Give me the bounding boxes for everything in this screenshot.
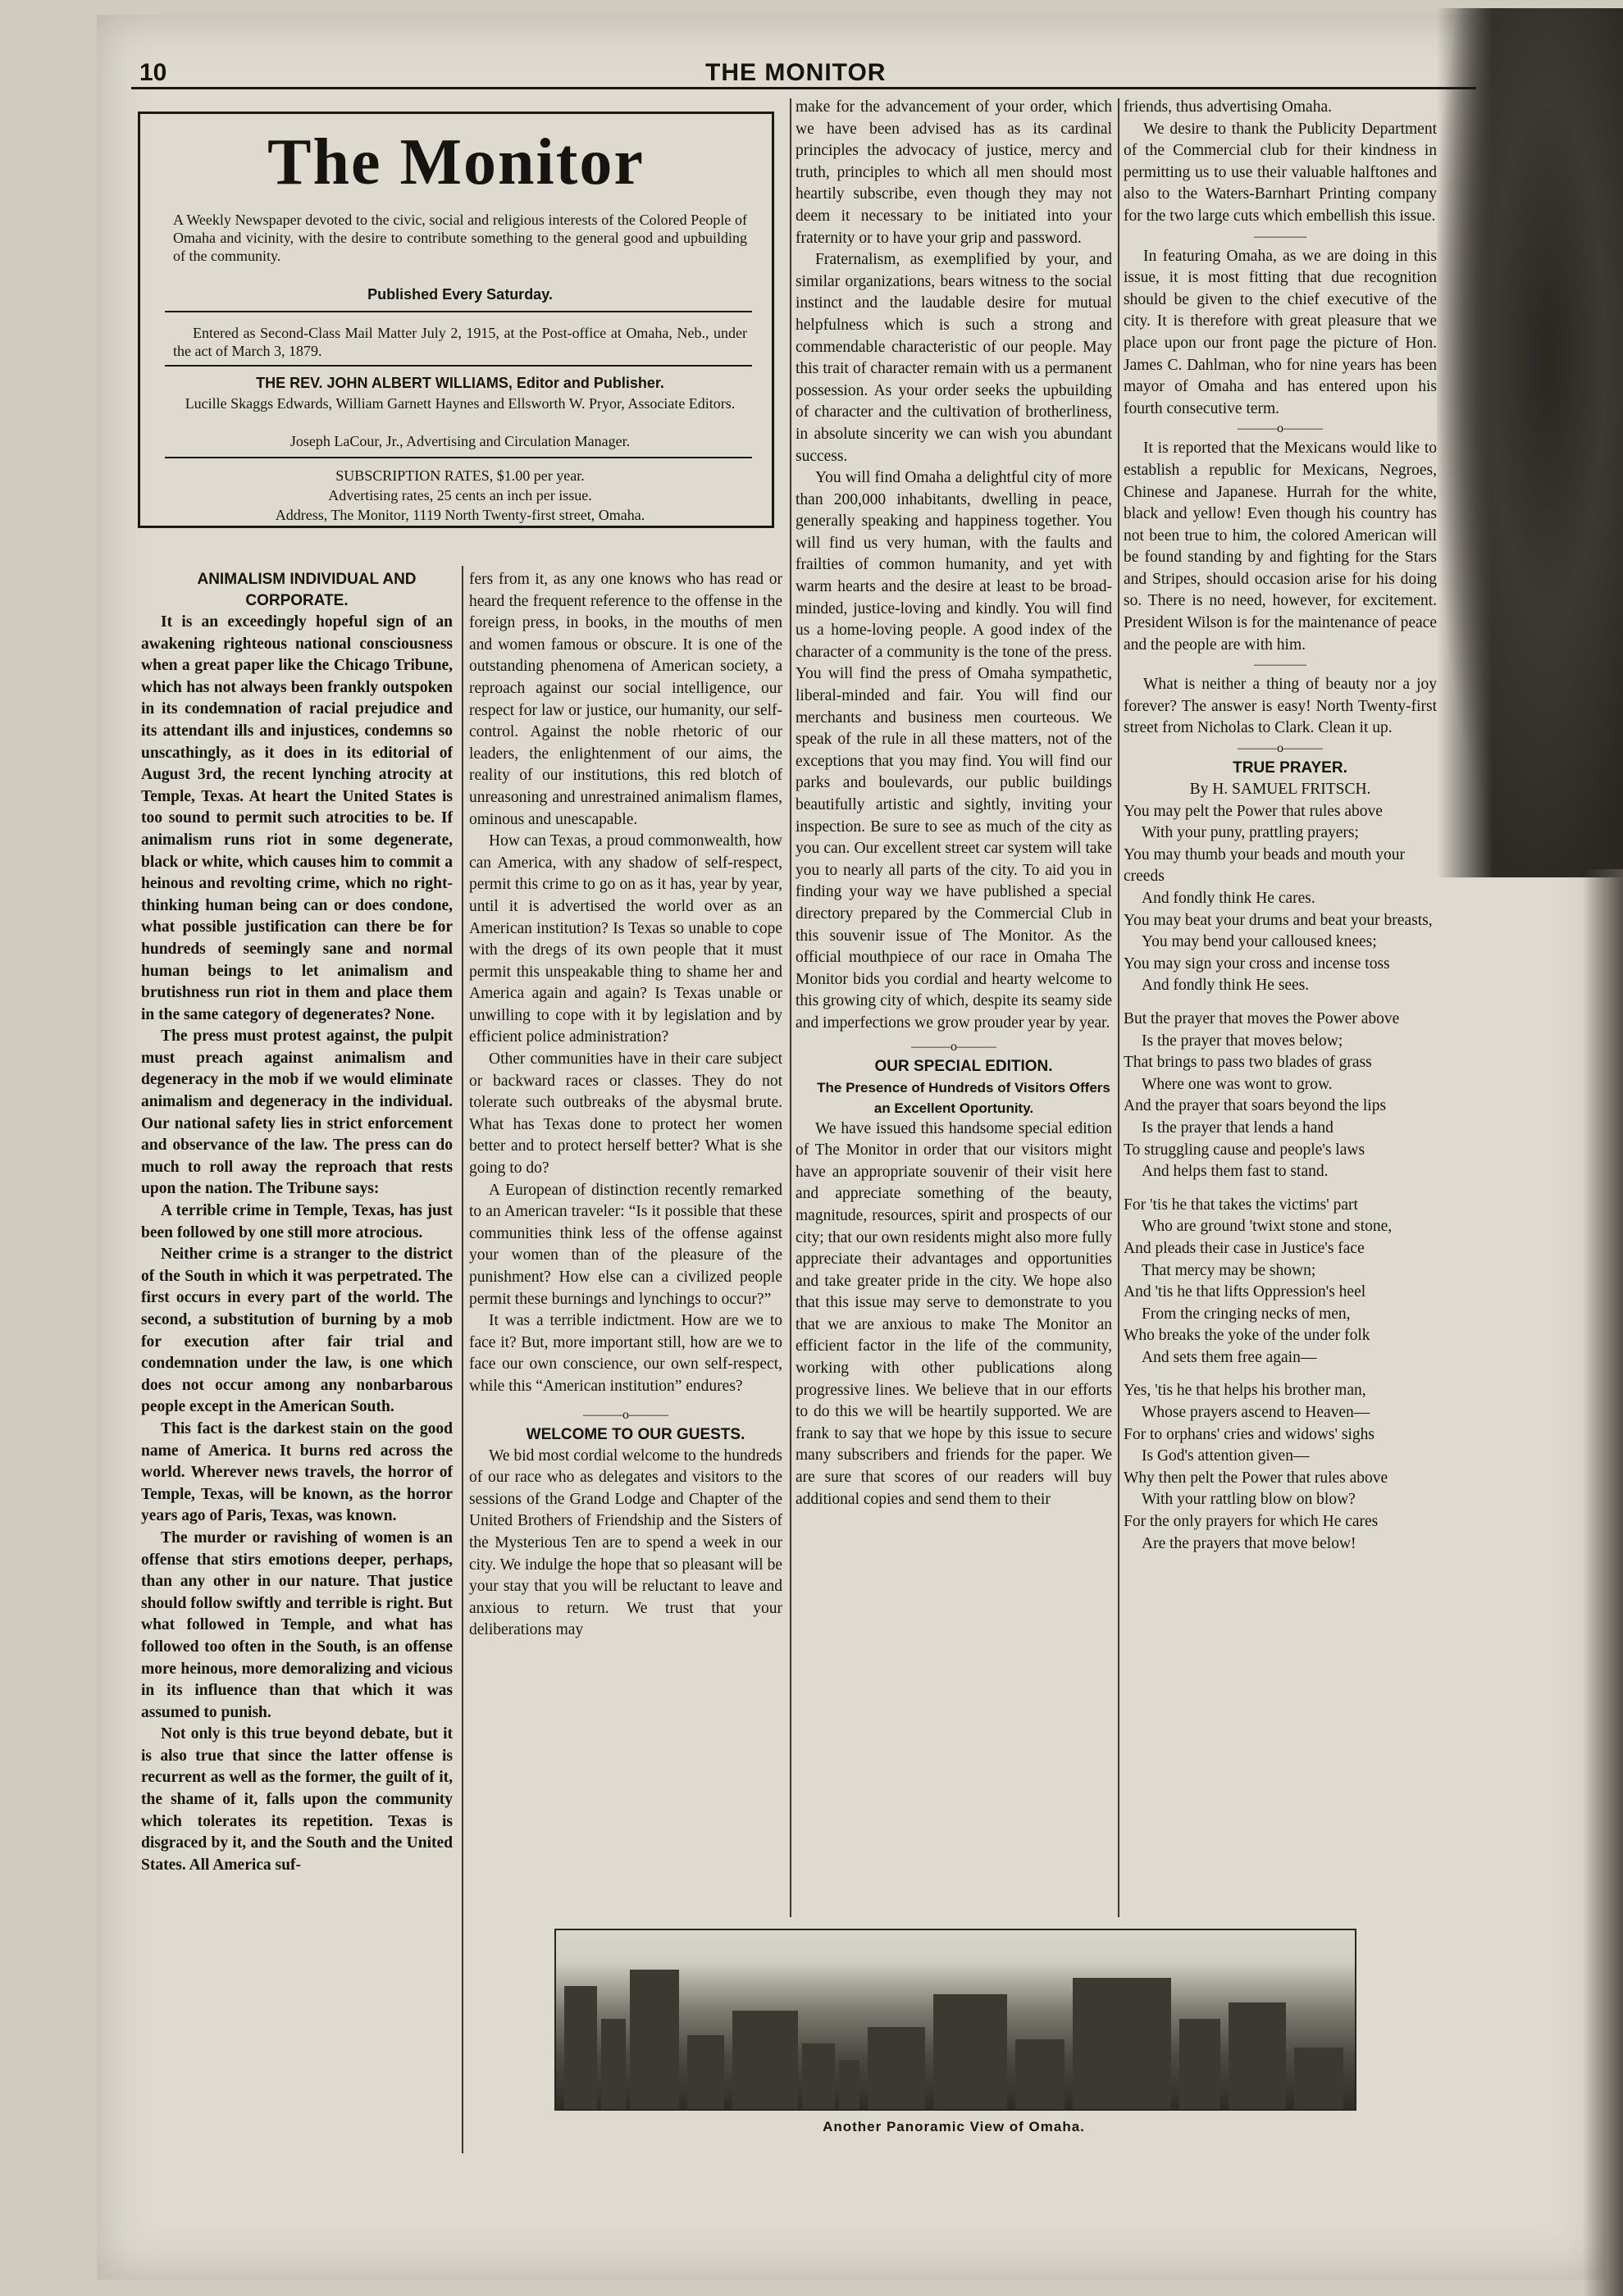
scan-shadow bbox=[1437, 8, 1623, 877]
quote-paragraph: Not only is this true beyond debate, but it is also true that since the latter offense is recurrent as well as the former, the guilt of it, the shame of it, falls upon the community which tolerates its repetition. Texas is disgraced by it, and the South and the United States. All America suf- bbox=[141, 1725, 453, 1874]
article-subheading: The Presence of Hundreds of Visitors Offers an Excellent Oportunity. bbox=[817, 1079, 1110, 1116]
paragraph: fers from it, as any one knows who has read or heard the frequent reference to the offense in the foreign press, in books, in the mouths of men and women famous or obscure. It is one of the outstanding phenomena of American society, a reproach against our social intelligence, our respect for law or justice, our humanity, our self-control. Against the noble rhetoric of our leaders, the enlightenment of our aims, the reality of our institutions, this red blotch of unreasoning and unrestrained animalism flames, ominous and unescapable. bbox=[469, 571, 782, 828]
poem-line: Whose prayers ascend to Heaven— bbox=[1142, 1404, 1370, 1422]
paragraph: How can Texas, a proud commonwealth, how can America, with any shadow of self-respect, permit this crime to go on as it has, year by year, until it is advertised the world over as an American institution? Is Texas so unable to cope with the dregs of its own people that it must permit this unspeakable thing to shame her and America again and again? Is Texas unable or unwilling to cope with it by legislation and by efficient police administration? bbox=[469, 832, 782, 1046]
building-silhouette bbox=[1073, 1978, 1171, 2109]
separator: ———o——— bbox=[1238, 421, 1323, 436]
article-animalism-col1 bbox=[141, 569, 453, 1876]
masthead-subscription: SUBSCRIPTION RATES, $1.00 per year. bbox=[335, 467, 585, 484]
poem-line: And pleads their case in Justice's face bbox=[1124, 1239, 1365, 1257]
separator: ———— bbox=[1254, 658, 1306, 672]
paragraph: Other communities have in their care subject or backward races or classes. They do not tolerate such outbreaks of the abysmal brute. What has Texas done to protect her women better and to protect herself better? What is she going to do? bbox=[469, 1050, 782, 1178]
column-rule bbox=[790, 98, 791, 1917]
poem-line: That mercy may be shown; bbox=[1142, 1261, 1316, 1279]
poem-line: And fondly think He cares. bbox=[1142, 890, 1315, 907]
poem-line: Is the prayer that lends a hand bbox=[1142, 1118, 1334, 1137]
paragraph: It is reported that the Mexicans would like to establish a republic for Mexicans, Negroes, Chinese and Japanese. Hurrah for the white, black and yellow! Even though his country has not been true to him, the colored American will be found standing by and fighting for the Stars and Stripes, should occasion arise for his doing so. There is no need, however, for excitement. President Wilson is for the maintenance of peace and the people are with him. bbox=[1124, 440, 1437, 654]
paragraph: make for the advancement of your order, which we have been advised has as its cardinal principles the advocacy of justice, mercy and truth, principles to which all men should most heartily subscribe, even though they may not deem it necessary to be initiated into your fraternity or to have your grip and password. bbox=[796, 98, 1112, 247]
building-silhouette bbox=[732, 2011, 798, 2109]
poem-line: And fondly think He sees. bbox=[1142, 977, 1310, 995]
poem-line: You may thumb your beads and mouth your creeds bbox=[1124, 845, 1406, 886]
page-number: 10 bbox=[139, 59, 167, 86]
quote-paragraph: This fact is the darkest stain on the good name of America. It burns red across the world. Wherever news travels, the horror of Temple, Texas, will be known, as the horror years ago of Paris, Texas, was known. bbox=[141, 1419, 453, 1525]
building-silhouette bbox=[630, 1970, 679, 2109]
poem-line: For 'tis he that takes the victims' part bbox=[1124, 1196, 1358, 1214]
building-silhouette bbox=[802, 2043, 835, 2109]
building-silhouette bbox=[1294, 2048, 1343, 2109]
quote-paragraph: The murder or ravishing of women is an offense that stirs emotions deeper, perhaps, than any other in our nature. That justice should follow swiftly and terrible is right. But what followed in Temple, and what has followed too often in the South, is an offense more heinous, more demoralizing and vicious in its influence than that which it was assumed to punish. bbox=[141, 1528, 453, 1721]
column-rule bbox=[462, 566, 463, 2153]
building-silhouette bbox=[839, 2060, 859, 2109]
poem-line: Where one was wont to grow. bbox=[1142, 1075, 1333, 1093]
omaha-panorama-photo bbox=[554, 1929, 1356, 2111]
poem-line: That brings to pass two blades of grass bbox=[1124, 1054, 1372, 1072]
poem-line: You may pelt the Power that rules above bbox=[1124, 802, 1383, 820]
paragraph: It was a terrible indictment. How are we to face it? But, more important still, how are we to face our own conscience, our own self-respect, while this “American institution” endures? bbox=[469, 1312, 782, 1395]
masthead-manager: Joseph LaCour, Jr., Advertising and Circulation Manager. bbox=[289, 433, 631, 449]
masthead-entry: Entered as Second-Class Mail Matter July 2, 1915, at the Post-office at Omaha, Neb., under the act of March 3, 1879. bbox=[173, 325, 747, 359]
poem-line: But the prayer that moves the Power above bbox=[1124, 1009, 1400, 1027]
poem-line: And sets them free again— bbox=[1142, 1348, 1317, 1366]
masthead-box bbox=[138, 112, 774, 528]
paragraph: What is neither a thing of beauty nor a joy forever? The answer is easy! North Twenty-first street from Nicholas to Clark. Clean it up. bbox=[1124, 676, 1437, 737]
column-rule bbox=[1118, 98, 1119, 1917]
scan-shadow-lower bbox=[1583, 869, 1623, 2296]
poem-line: Who are ground 'twixt stone and stone, bbox=[1142, 1218, 1393, 1236]
paragraph: Fraternalism, as exemplified by your, and similar organizations, bears witness to the social instinct and the laudable desire for mutual helpfulness which is such a strong and commendable characteristic of our people. May this trait of character remain with us a permanent possession. As your order seeks the upbuilding of character and the cultivation of brotherliness, in absolute sincerity we can wish you abundant success. bbox=[796, 251, 1112, 465]
poem-author: By H. SAMUEL FRITSCH. bbox=[1189, 781, 1371, 799]
poem-line: You may sign your cross and incense toss bbox=[1124, 954, 1390, 973]
separator: ———o——— bbox=[1238, 741, 1323, 756]
masthead-description: A Weekly Newspaper devoted to the civic, social and religious interests of the Colored People of Omaha and vicinity, with the desire to contribute something to the general good and upbuilding of the community. bbox=[173, 212, 747, 264]
article-welcome-col3 bbox=[796, 97, 1112, 1510]
building-silhouette bbox=[601, 2019, 626, 2109]
paragraph: A European of distinction recently remarked to an American traveler: “Is it possible that these communities think less of the offense against your women than of the pleasure of the punishment? How else can a civilized people permit these burnings and lynchings to occur?” bbox=[469, 1181, 782, 1308]
header-rule bbox=[131, 87, 1476, 89]
poem-line: With your puny, prattling prayers; bbox=[1142, 824, 1359, 842]
poem-line: You may beat your drums and beat your breasts, bbox=[1124, 911, 1433, 929]
poem-title: TRUE PRAYER. bbox=[1233, 759, 1347, 777]
building-silhouette bbox=[933, 1994, 1007, 2109]
paragraph: It is an exceedingly hopeful sign of an awakening righteous national consciousness when a great paper like the Chicago Tribune, which has not always been frankly outspoken in its condemnation of racial prejudice and its attendant ills and injustices, condemns so unscathingly, as it does in its editorial of August 3rd, the recent lynching atrocity at Temple, Texas. At heart the United States is too sound to permit such atrocities to be. If animalism runs riot in some degenerate, black or white, which causes him to commit a heinous and revolting crime, which no right-thinking human being can or does condone, what possible justification can there be for hundreds of seemingly sane and normal human beings to let animalism and brutishness run riot in them and place them in the same category of degenerates? None. bbox=[141, 613, 453, 1023]
masthead-rule bbox=[165, 365, 752, 367]
masthead-address: Address, The Monitor, 1119 North Twenty-first street, Omaha. bbox=[275, 507, 645, 523]
poem-line: Is the prayer that moves below; bbox=[1142, 1032, 1343, 1050]
poem-line: You may bend your calloused knees; bbox=[1142, 933, 1377, 951]
paragraph: We desire to thank the Publicity Department of the Commercial club for their kindness in permitting us to use their valuable halftones and also to the Waters-Barnhart Printing company for the two large cuts which embellish this issue. bbox=[1124, 120, 1437, 225]
poem-line: For the only prayers for which He cares bbox=[1124, 1513, 1379, 1531]
poem-line: And the prayer that soars beyond the lips bbox=[1124, 1097, 1387, 1115]
paragraph: In featuring Omaha, as we are doing in this issue, it is most fitting that due recognition should be given to the chief executive of the city. It is therefore with great pleasure that we place upon our front page the picture of Hon. James C. Dahlman, who for nine years has been mayor of Omaha and has entered upon his fourth consecutive term. bbox=[1124, 247, 1437, 417]
masthead-title: The Monitor bbox=[267, 126, 645, 198]
masthead-rule bbox=[165, 457, 752, 458]
separator: ———o——— bbox=[911, 1039, 996, 1054]
paragraph: friends, thus advertising Omaha. bbox=[1124, 98, 1332, 116]
article-heading: WELCOME TO OUR GUESTS. bbox=[526, 1425, 745, 1443]
poem-line: And helps them fast to stand. bbox=[1142, 1163, 1329, 1181]
poem-line: To struggling cause and people's laws bbox=[1124, 1141, 1365, 1159]
poem-line: With your rattling blow on blow? bbox=[1142, 1491, 1356, 1509]
building-silhouette bbox=[1179, 2019, 1220, 2109]
poem-line: Who breaks the yoke of the under folk bbox=[1124, 1327, 1370, 1345]
paragraph: We bid most cordial welcome to the hundreds of our race who as delegates and visitors to the sessions of the Grand Lodge and Chapter of the United Brothers of Friendship and the Sisters of the Mysterious Ten are to spend a week in our city. We indulge the hope that so pleasant will be your stay that you will be reluctant to leave and anxious to return. We trust that your deliberations may bbox=[469, 1446, 782, 1639]
running-title: THE MONITOR bbox=[705, 59, 887, 86]
masthead-published: Published Every Saturday. bbox=[367, 286, 553, 303]
article-heading: ANIMALISM INDIVIDUAL AND CORPORATE. bbox=[197, 571, 417, 609]
masthead-advertising: Advertising rates, 25 cents an inch per issue. bbox=[328, 487, 592, 503]
poem-line: Why then pelt the Power that rules above bbox=[1124, 1469, 1388, 1487]
poem-body bbox=[1124, 801, 1437, 1556]
poem-line: From the cringing necks of men, bbox=[1142, 1305, 1351, 1323]
article-heading: OUR SPECIAL EDITION. bbox=[874, 1057, 1053, 1075]
quote-paragraph: A terrible crime in Temple, Texas, has just been followed by one still more atrocious. bbox=[141, 1202, 453, 1241]
poem-line: For to orphans' cries and widows' sighs bbox=[1124, 1425, 1375, 1443]
masthead-rule bbox=[165, 311, 752, 312]
masthead-associates: Lucille Skaggs Edwards, William Garnett Haynes and Ellsworth W. Pryor, Associate Editors. bbox=[185, 395, 736, 412]
building-silhouette bbox=[564, 1986, 597, 2109]
building-silhouette bbox=[1229, 2002, 1286, 2109]
building-silhouette bbox=[1015, 2039, 1065, 2109]
poem-line: Is God's attention given— bbox=[1142, 1447, 1310, 1465]
building-silhouette bbox=[687, 2035, 724, 2109]
poem-line: And 'tis he that lifts Oppression's heel bbox=[1124, 1283, 1366, 1301]
separator: ———— bbox=[1254, 229, 1306, 244]
column-4 bbox=[1124, 97, 1437, 1555]
poem-line: Are the prayers that move below! bbox=[1142, 1534, 1356, 1552]
poem-line: Yes, 'tis he that helps his brother man, bbox=[1124, 1382, 1366, 1400]
photo-caption: Another Panoramic View of Omaha. bbox=[823, 2119, 1085, 2134]
masthead-editor: THE REV. JOHN ALBERT WILLIAMS, Editor and Publisher. bbox=[256, 375, 664, 391]
building-silhouette bbox=[868, 2027, 925, 2109]
paragraph: You will find Omaha a delightful city of more than 200,000 inhabitants, dwelling in peace, generally speaking and happiness together. You will find us very human, with the faults and frailties of common humanity, and yet with warm hearts and the desire at least to be broad-minded, justice-loving and kindly. You will find us a home-loving people. A good index of the character of a community is the tone of the press. You will find the press of Omaha sympathetic, liberal-minded and fair. You will find our merchants and business men courteous. We speak of the rule in all these matters, not of the exceptions that you may find. You will find our parks and boulevards, our public buildings beautifully artistic and sightly, inviting your inspection. Be sure to see as much of the city as you can. Our excellent street car system will take you to nearly all parts of the city. To aid you in finding your way we have published a special directory prepared by the Commercial Club in this souvenir issue of The Monitor. As the official mouthpiece of our race in Omaha The Monitor bids you cordial and hearty welcome to this growing city of which, despite its seamy side and imperfections we grow prouder year by year. bbox=[796, 469, 1112, 1032]
paragraph: The press must protest against, the pulpit must preach against animalism and degeneracy in the mob if we would eliminate animalism and degeneracy in the individual. Our national safety lies in strict enforcement and observance of the law. The press can do much to roll away the reproach that rests upon the nation. The Tribune says: bbox=[141, 1027, 453, 1198]
paragraph: We have issued this handsome special edition of The Monitor in order that our visitors might have an appropriate souvenir of their visit here and appreciate something of the beauty, magnitude, resources, spirit and prospects of our city; that our own residents might also more fully appreciate their advantages and opportunities and take greater pride in the city. We hope also that this issue may serve to demonstrate to you that we are anxious to make The Monitor an efficient factor in the life of the community, working with other publications along progressive lines. We believe that in our efforts to do this we will be heartily supported. We are frank to say that we hope by this issue to secure many subscribers and friends for the paper. We are sure that scores of our readers will buy additional copies and send them to their bbox=[796, 1119, 1112, 1508]
quote-paragraph: Neither crime is a stranger to the district of the South in which it was perpetrated. The first occurs in every part of the world. The second, a substitution of burning by a mob for execution after fair trial and condemnation under the law, is one which does not occur among any nonbarbarous people except in the American South. bbox=[141, 1246, 453, 1416]
separator: ———o——— bbox=[583, 1407, 668, 1422]
article-animalism-col2 bbox=[469, 569, 782, 1642]
